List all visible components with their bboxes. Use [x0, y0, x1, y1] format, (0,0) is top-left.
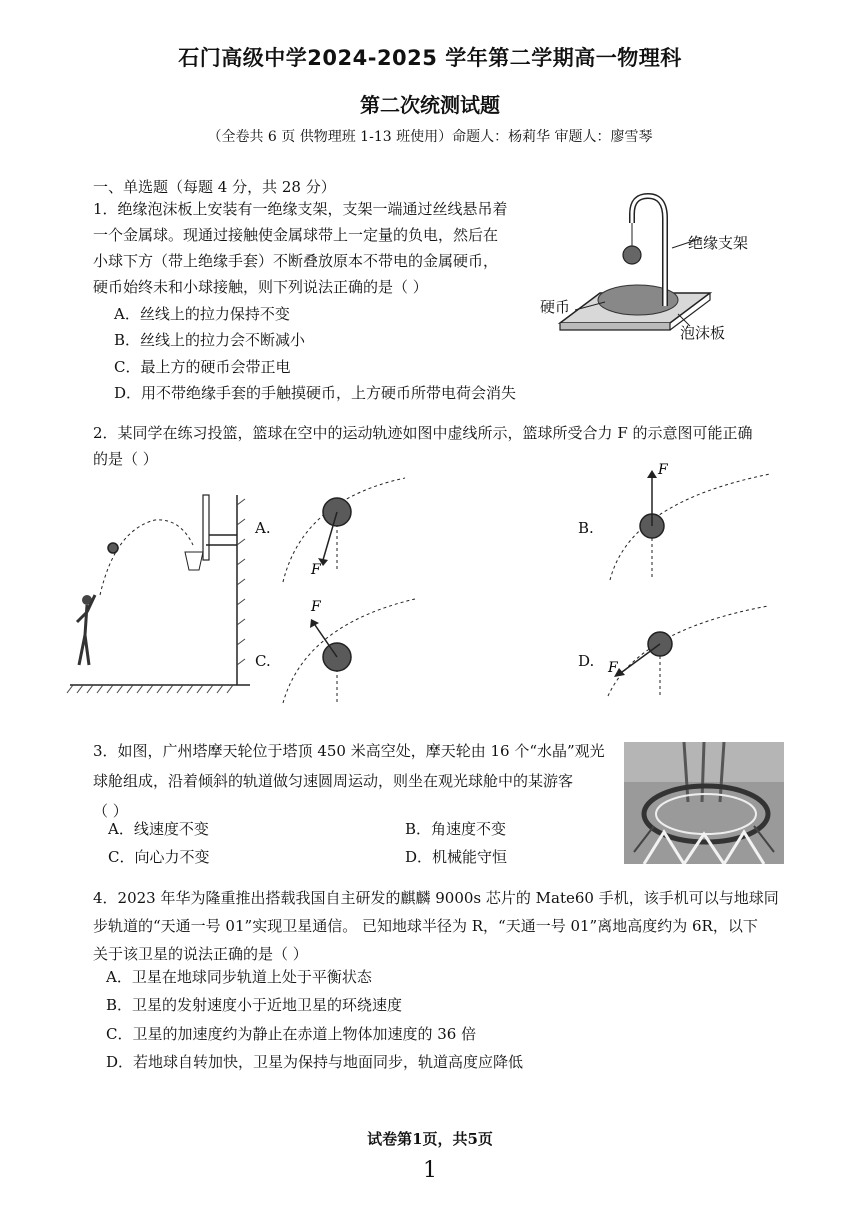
q3-option-c[interactable]: C．向心力不变	[108, 848, 210, 866]
q3-option-b[interactable]: B．角速度不变	[405, 820, 507, 838]
basketball	[108, 543, 118, 553]
q4-option-d[interactable]: D．若地球自转加快，卫星为保持与地面同步，轨道高度应降低	[106, 1053, 524, 1071]
q1-line: 一个金属球。现通过接触使金属球带上一定量的负电，然后在	[93, 226, 499, 244]
q1-line: 小球下方（带上绝缘手套）不断叠放原本不带电的金属硬币，	[93, 252, 499, 270]
q1-option-d[interactable]: D．用不带绝缘手套的手触摸硬币，上方硬币所带电荷会消失	[114, 384, 517, 402]
diagram-c	[275, 595, 435, 705]
q3-line: 球舱组成，沿着倾斜的轨道做匀速圆周运动，则坐在观光球舱中的某游客	[93, 772, 574, 790]
q2-choice-a[interactable]: A.	[255, 519, 271, 537]
section-heading: 一、单选题（每题 4 分，共 28 分）	[93, 178, 336, 196]
trajectory-path	[100, 520, 193, 595]
q4-option-b[interactable]: B．卫星的发射速度小于近地卫星的环绕速度	[106, 996, 403, 1014]
q1-stem	[93, 196, 508, 300]
q4-line: 步轨道的“天通一号 01”实现卫星通信。 已知地球半径为 R，“天通一号 01”离地高度约为 6R，以下	[93, 917, 758, 935]
force-label-a: F	[311, 562, 321, 578]
q4-line: 4．2023 年华为隆重推出搭载我国自主研发的麒麟 9000s 芯片的 Mate60 手机，该手机可以与地球同	[93, 889, 779, 907]
diagram-d	[598, 600, 778, 700]
q3-option-d[interactable]: D．机械能守恒	[405, 848, 508, 866]
q2-line: 的是（ ）	[93, 450, 158, 468]
exam-info: （全卷共 6 页 供物理班 1-13 班使用）命题人：杨莉华 审题人：廖雪琴	[207, 129, 653, 145]
label-foam-board: 泡沫板	[680, 324, 726, 342]
page-footer: 试卷第1页，共5页	[367, 1130, 493, 1148]
q4-stem	[93, 884, 779, 968]
metal-ball	[623, 246, 641, 264]
q1-line: 1．绝缘泡沫板上安装有一绝缘支架，支架一端通过丝线悬吊着	[93, 200, 508, 218]
q1-option-c[interactable]: C．最上方的硬币会带正电	[114, 358, 291, 376]
q4-option-a[interactable]: A．卫星在地球同步轨道上处于平衡状态	[106, 968, 372, 986]
page-number: 1	[423, 1158, 437, 1183]
q3-option-a[interactable]: A．线速度不变	[108, 820, 209, 838]
q2-line: 2．某同学在练习投篮，篮球在空中的运动轨迹如图中虚线所示，篮球所受合力 F 的示意图可能正确	[93, 424, 753, 442]
q3-stem	[93, 736, 605, 826]
exam-subtitle: 第二次统测试题	[360, 93, 500, 117]
backboard	[203, 495, 209, 560]
basketball-scene	[65, 490, 255, 700]
q3-line: 3．如图，广州塔摩天轮位于塔顶 450 米高空处，摩天轮由 16 个“水晶”观光	[93, 742, 605, 760]
force-label-c: F	[311, 599, 321, 615]
q2-choice-c[interactable]: C.	[255, 652, 271, 670]
label-coin: 硬币	[540, 298, 571, 316]
diagram-b	[600, 462, 780, 582]
q1-option-b[interactable]: B．丝线上的拉力会不断减小	[114, 331, 306, 349]
diagram-a	[275, 470, 435, 585]
force-label-d: F	[608, 660, 618, 676]
q1-line: 硬币始终未和小球接触，则下列说法正确的是（ ）	[93, 278, 428, 296]
q4-option-c[interactable]: C．卫星的加速度约为静止在赤道上物体加速度的 36 倍	[106, 1025, 477, 1043]
q3-line: （ ）	[93, 802, 128, 820]
player-body	[77, 595, 95, 665]
q1-figure	[520, 188, 790, 348]
q4-line: 关于该卫星的说法正确的是（ ）	[93, 945, 308, 963]
exam-title: 石门高级中学2024-2025 学年第二学期高一物理科	[178, 46, 682, 70]
label-insulating-stand: 绝缘支架	[688, 234, 749, 252]
q1-option-a[interactable]: A．丝线上的拉力保持不变	[114, 305, 290, 323]
q2-choice-b[interactable]: B.	[578, 519, 594, 537]
basketball-hoop	[185, 552, 203, 570]
q2-choice-d[interactable]: D.	[578, 652, 595, 670]
canton-tower-photo	[624, 742, 784, 864]
force-label-b: F	[658, 462, 668, 478]
